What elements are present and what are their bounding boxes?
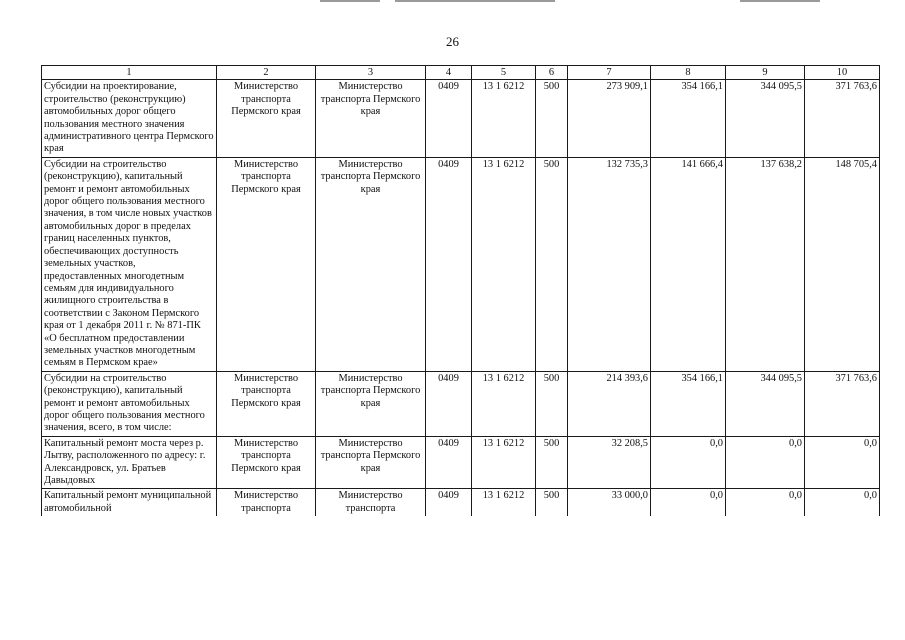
column-header: 2 (217, 66, 316, 80)
column-header: 4 (426, 66, 472, 80)
row-description: Субсидии на проектирование, строительство (реконструкцию) автомобильных дорог общего пользования местного значения административного центра Пермского края (42, 80, 217, 157)
cell-expense-type: 500 (536, 489, 568, 516)
cell-amount: 273 909,1 (568, 80, 651, 157)
cell-amount: 371 763,6 (805, 371, 880, 436)
cell-amount: 33 000,0 (568, 489, 651, 516)
cell-recipient: Министерство транспорта Пермского края (316, 371, 426, 436)
cell-amount: 344 095,5 (726, 371, 805, 436)
cell-section-code: 0409 (426, 436, 472, 489)
column-header: 7 (568, 66, 651, 80)
table-row (42, 489, 880, 516)
table-row (42, 157, 880, 371)
scan-edge-line (395, 0, 555, 2)
cell-expense-type: 500 (536, 157, 568, 371)
cell-amount: 0,0 (726, 436, 805, 489)
cell-amount: 132 735,3 (568, 157, 651, 371)
cell-amount: 148 705,4 (805, 157, 880, 371)
cell-expense-type: 500 (536, 371, 568, 436)
column-header: 10 (805, 66, 880, 80)
cell-amount: 344 095,5 (726, 80, 805, 157)
table-header-row (42, 66, 880, 80)
cell-amount: 0,0 (805, 489, 880, 516)
page-number: 26 (446, 34, 459, 49)
cell-section-code: 0409 (426, 157, 472, 371)
column-header: 3 (316, 66, 426, 80)
table-row (42, 436, 880, 489)
cell-expense-type: 500 (536, 436, 568, 489)
cell-recipient: Министерство транспорта Пермского края (316, 436, 426, 489)
cell-administrator: Министерство транспорта (217, 489, 316, 516)
cell-amount: 0,0 (805, 436, 880, 489)
row-description: Субсидии на строительство (реконструкцию), капитальный ремонт и ремонт автомобильных дорог общего пользования местного значения, всего, в том числе: (42, 371, 217, 436)
cell-target-code: 13 1 6212 (472, 80, 536, 157)
cell-amount: 214 393,6 (568, 371, 651, 436)
cell-target-code: 13 1 6212 (472, 157, 536, 371)
cell-target-code: 13 1 6212 (472, 489, 536, 516)
cell-administrator: Министерство транспорта Пермского края (217, 436, 316, 489)
cell-target-code: 13 1 6212 (472, 371, 536, 436)
cell-amount: 354 166,1 (651, 371, 726, 436)
scan-edge-line (740, 0, 820, 2)
column-header: 8 (651, 66, 726, 80)
cell-recipient: Министерство транспорта Пермского края (316, 80, 426, 157)
cell-target-code: 13 1 6212 (472, 436, 536, 489)
cell-amount: 0,0 (726, 489, 805, 516)
table-row (42, 80, 880, 157)
cell-section-code: 0409 (426, 80, 472, 157)
cell-amount: 137 638,2 (726, 157, 805, 371)
cell-administrator: Министерство транспорта Пермского края (217, 371, 316, 436)
cell-amount: 354 166,1 (651, 80, 726, 157)
budget-table (41, 65, 880, 516)
row-description: Капитальный ремонт моста через р. Лытву, расположенного по адресу: г. Александровск, ул. Братьев Давыдовых (42, 436, 217, 489)
cell-recipient: Министерство транспорта (316, 489, 426, 516)
cell-administrator: Министерство транспорта Пермского края (217, 157, 316, 371)
cell-section-code: 0409 (426, 489, 472, 516)
column-header: 6 (536, 66, 568, 80)
cell-amount: 0,0 (651, 489, 726, 516)
column-header: 5 (472, 66, 536, 80)
cell-administrator: Министерство транспорта Пермского края (217, 80, 316, 157)
cell-recipient: Министерство транспорта Пермского края (316, 157, 426, 371)
row-description: Капитальный ремонт муниципальной автомобильной (42, 489, 217, 516)
column-header: 1 (42, 66, 217, 80)
cell-expense-type: 500 (536, 80, 568, 157)
cell-amount: 141 666,4 (651, 157, 726, 371)
cell-amount: 371 763,6 (805, 80, 880, 157)
scan-edge-line (320, 0, 380, 2)
cell-amount: 0,0 (651, 436, 726, 489)
cell-section-code: 0409 (426, 371, 472, 436)
column-header: 9 (726, 66, 805, 80)
cell-amount: 32 208,5 (568, 436, 651, 489)
row-description: Субсидии на строительство (реконструкцию), капитальный ремонт и ремонт автомобильных дорог общего пользования местного значения, в том числе новых участков автомобильных дорог в пределах границ населенных пунктов, обеспечивающих доступность земельных участков, предоставленных многодетным семьям для индивидуального жилищного строительства в соответствии с Законом Пермского края от 1 декабря 2011 г. № 871-ПК «О бесплатном предоставлении земельных участков многодетным семьям в Пермском крае» (42, 157, 217, 371)
table-row (42, 371, 880, 436)
